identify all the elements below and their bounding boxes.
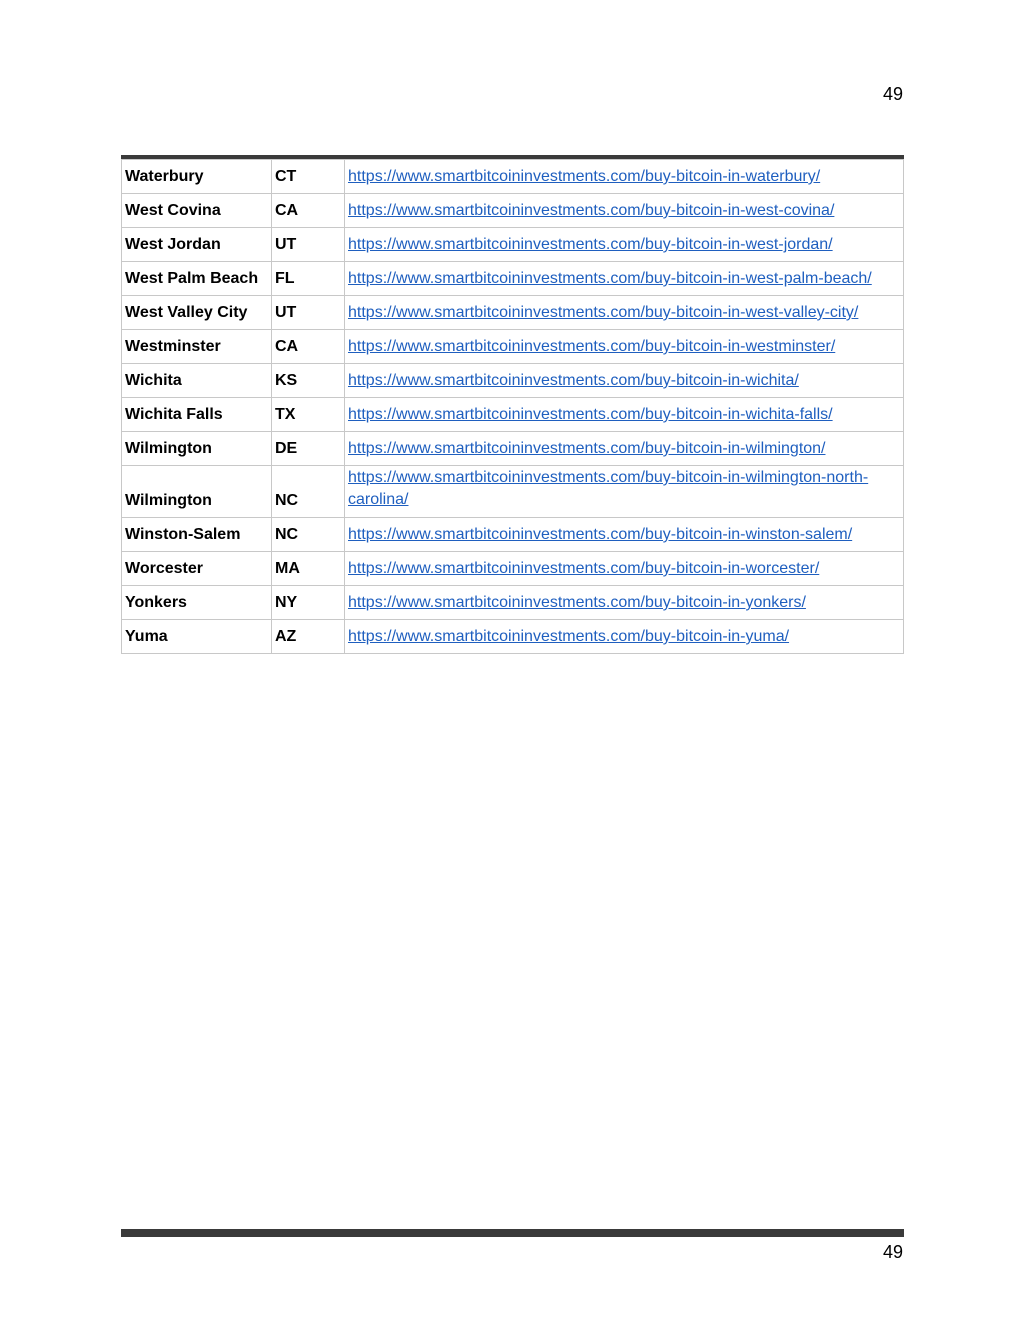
url-cell xyxy=(345,160,904,194)
city-cell: Wichita Falls xyxy=(122,398,272,432)
url-cell xyxy=(345,398,904,432)
state-cell: CA xyxy=(272,194,345,228)
table-row xyxy=(122,620,904,654)
city-cell: West Covina xyxy=(122,194,272,228)
table-row xyxy=(122,364,904,398)
city-link[interactable]: https://www.smartbitcoininvestments.com/buy-bitcoin-in-wilmington/ xyxy=(348,440,826,457)
url-cell xyxy=(345,466,904,518)
state-cell: DE xyxy=(272,432,345,466)
state-cell: NY xyxy=(272,586,345,620)
city-cell: West Valley City xyxy=(122,296,272,330)
city-link[interactable]: https://www.smartbitcoininvestments.com/buy-bitcoin-in-westminster/ xyxy=(348,338,836,355)
city-cell: Westminster xyxy=(122,330,272,364)
city-cell: Winston-Salem xyxy=(122,518,272,552)
table-row xyxy=(122,296,904,330)
city-cell: Yuma xyxy=(122,620,272,654)
state-cell: FL xyxy=(272,262,345,296)
page-number-top: 49 xyxy=(882,84,903,104)
table-row xyxy=(122,552,904,586)
url-cell xyxy=(345,228,904,262)
state-cell: KS xyxy=(272,364,345,398)
city-cell: Wilmington xyxy=(122,466,272,518)
city-cell: Worcester xyxy=(122,552,272,586)
state-cell: NC xyxy=(272,518,345,552)
table-row xyxy=(122,194,904,228)
state-cell: NC xyxy=(272,466,345,518)
url-cell xyxy=(345,364,904,398)
city-cell: Waterbury xyxy=(122,160,272,194)
city-cell: Yonkers xyxy=(122,586,272,620)
state-cell: UT xyxy=(272,296,345,330)
city-link[interactable]: https://www.smartbitcoininvestments.com/buy-bitcoin-in-west-valley-city/ xyxy=(348,304,859,321)
url-cell xyxy=(345,552,904,586)
url-cell xyxy=(345,432,904,466)
table-row xyxy=(122,160,904,194)
state-cell: CT xyxy=(272,160,345,194)
url-cell xyxy=(345,330,904,364)
city-cell: West Palm Beach xyxy=(122,262,272,296)
city-link[interactable]: https://www.smartbitcoininvestments.com/buy-bitcoin-in-wichita/ xyxy=(348,372,799,389)
state-cell: UT xyxy=(272,228,345,262)
footer-rule xyxy=(121,1229,904,1237)
table-row xyxy=(122,330,904,364)
city-link[interactable]: https://www.smartbitcoininvestments.com/buy-bitcoin-in-wichita-falls/ xyxy=(348,406,833,423)
city-link[interactable]: https://www.smartbitcoininvestments.com/buy-bitcoin-in-yonkers/ xyxy=(348,594,806,611)
city-cell: Wichita xyxy=(122,364,272,398)
url-cell xyxy=(345,194,904,228)
table-row xyxy=(122,518,904,552)
state-cell: CA xyxy=(272,330,345,364)
table-row xyxy=(122,228,904,262)
url-cell xyxy=(345,518,904,552)
city-link[interactable]: https://www.smartbitcoininvestments.com/buy-bitcoin-in-yuma/ xyxy=(348,628,790,645)
table-row xyxy=(122,262,904,296)
city-link[interactable]: https://www.smartbitcoininvestments.com/buy-bitcoin-in-winston-salem/ xyxy=(348,526,853,543)
city-link[interactable]: https://www.smartbitcoininvestments.com/buy-bitcoin-in-west-palm-beach/ xyxy=(348,270,872,287)
url-cell xyxy=(345,262,904,296)
city-table xyxy=(121,159,904,654)
state-cell: MA xyxy=(272,552,345,586)
city-link[interactable]: https://www.smartbitcoininvestments.com/buy-bitcoin-in-wilmington-north-carolina/ xyxy=(348,469,869,508)
city-link[interactable]: https://www.smartbitcoininvestments.com/buy-bitcoin-in-west-jordan/ xyxy=(348,236,833,253)
city-link[interactable]: https://www.smartbitcoininvestments.com/buy-bitcoin-in-worcester/ xyxy=(348,560,820,577)
table-row xyxy=(122,586,904,620)
table-row xyxy=(122,466,904,518)
url-cell xyxy=(345,296,904,330)
table-row xyxy=(122,432,904,466)
city-link[interactable]: https://www.smartbitcoininvestments.com/buy-bitcoin-in-waterbury/ xyxy=(348,168,821,185)
city-cell: West Jordan xyxy=(122,228,272,262)
city-table-container xyxy=(121,155,904,654)
table-row xyxy=(122,398,904,432)
page-number-bottom: 49 xyxy=(882,1242,903,1262)
url-cell xyxy=(345,586,904,620)
url-cell xyxy=(345,620,904,654)
state-cell: TX xyxy=(272,398,345,432)
city-cell: Wilmington xyxy=(122,432,272,466)
city-link[interactable]: https://www.smartbitcoininvestments.com/buy-bitcoin-in-west-covina/ xyxy=(348,202,835,219)
state-cell: AZ xyxy=(272,620,345,654)
